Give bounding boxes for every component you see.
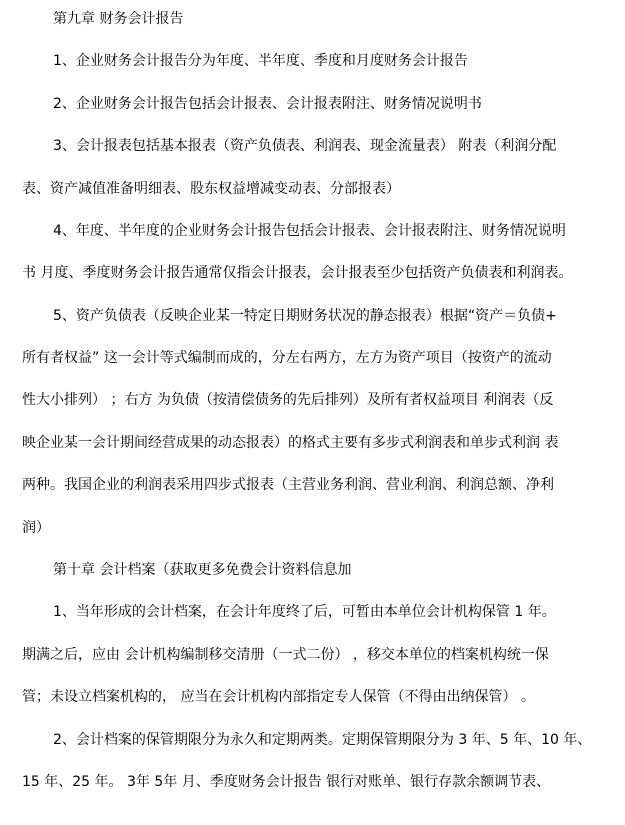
ch9-item-3-line-2: 表、资产减值准备明细表、股东权益增减变动表、分部报表） [22, 181, 400, 197]
ch9-item-5-line-4: 映企业某一会计期间经营成果的动态报表）的格式主要有多步式利润表和单步式利润 表 [22, 435, 559, 451]
ch9-item-5-line-3: 性大小排列） ；右方 为负债（按清偿债务的先后排列）及所有者权益项目 利润表（反 [22, 392, 554, 408]
ch10-item-2-line-2: 15 年、25 年。 3年 5年 月、季度财务会计报告 银行对账单、银行存款余额调节表、 [22, 774, 551, 790]
ch10-item-1-line-3: 管；未设立档案机构的， 应当在会计机构内部指定专人保管（不得由出纳保管） 。 [22, 689, 535, 705]
ch10-item-2-line-1: 2、会计档案的保管期限分为永久和定期两类。定期保管期限分为 3 年、5 年、10 年、 [53, 732, 592, 748]
chapter-9-title: 第九章 财务会计报告 [53, 11, 184, 27]
ch10-item-1-line-1: 1、当年形成的会计档案，在会计年度终了后，可暂由本单位会计机构保管 1 年。 [53, 604, 556, 620]
ch9-item-2-line-1: 2、企业财务会计报告包括会计报表、会计报表附注、财务情况说明书 [53, 96, 482, 112]
ch9-item-3-line-1: 3、会计报表包括基本报表（资产负债表、利润表、现金流量表） 附表（利润分配 [53, 138, 557, 154]
ch9-item-5-line-2: 所有者权益” 这一会计等式编制而成的，分左右两方，左方为资产项目（按资产的流动 [22, 350, 552, 366]
chapter-10-title: 第十章 会计档案（获取更多免费会计资料信息加 [53, 562, 352, 578]
ch9-item-5-line-5: 两种。我国企业的利润表采用四步式报表（主营业务利润、营业利润、利润总额、净利 [22, 477, 554, 493]
ch9-item-5-line-6: 润） [22, 520, 50, 536]
ch9-item-1-line-1: 1、企业财务会计报告分为年度、半年度、季度和月度财务会计报告 [53, 53, 468, 69]
ch10-item-1-line-2: 期满之后，应由 会计机构编制移交清册（一式二份） ，移交本单位的档案机构统一保 [22, 647, 549, 663]
ch9-item-4-line-1: 4、年度、半年度的企业财务会计报告包括会计报表、会计报表附注、财务情况说明 [53, 223, 566, 239]
ch9-item-4-line-2: 书 月度、季度财务会计报告通常仅指会计报表，会计报表至少包括资产负债表和利润表。 [22, 265, 573, 281]
ch9-item-5-line-1: 5、资产负债表（反映企业某一特定日期财务状况的静态报表）根据“资产＝负债+ [53, 308, 557, 324]
